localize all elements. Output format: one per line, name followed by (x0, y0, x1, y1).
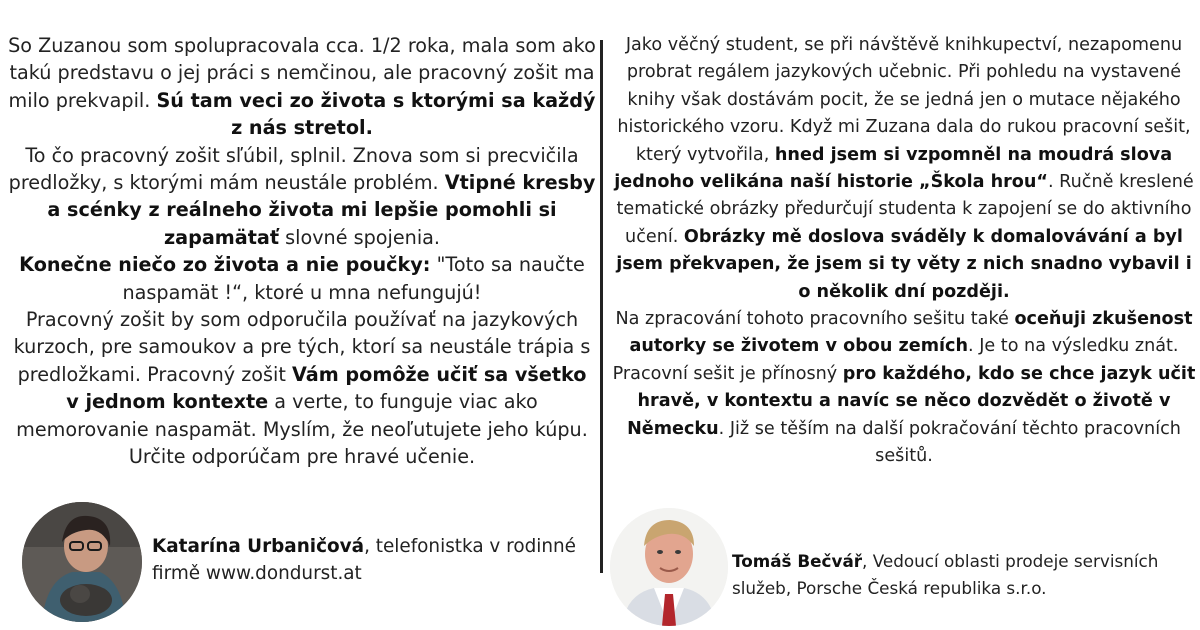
author-attribution-left (152, 533, 600, 587)
author-name-right: Tomáš Bečvář (732, 551, 863, 571)
testimonial-right-text-1-mid: . Ručně kreslené tematické obrázky předurčují studenta k zapojení se do aktivního učení. (616, 172, 1194, 247)
testimonial-left-highlight-2: Vtipné kresby a scénky z reálneho života mi lepšie pomohli si zapamätať (47, 171, 596, 249)
column-divider (600, 40, 603, 573)
testimonial-left-highlight-3: Konečne niečo zo života a nie poučky: (19, 253, 431, 277)
author-photo-katarina-image (22, 502, 142, 622)
author-role-left: , telefonistka v rodinné firmě www.dondurst.at (152, 536, 576, 584)
testimonial-left-text-2-tail: slovné spojenia. (285, 225, 441, 249)
testimonial-left-text-4-tail: a verte, to funguje viac ako memorovanie naspamät. Myslím, že neoľutujete jeho kúpu. Určite odporúčam pre hravé učenie. (16, 390, 588, 469)
author-attribution-right (732, 548, 1192, 602)
author-photo-katarina (22, 502, 142, 622)
testimonial-left (8, 32, 596, 471)
testimonial-left-text-4: Pracovný zošit by som odporučila používať na jazykových kurzoch, pre samoukov a pre tých, ktorí sa neustále trápia s predložkami. Pracovný zošit (13, 308, 591, 386)
testimonial-right-text-1: Jako věčný student, se při návštěvě knihkupectví, nezapomenu probrat regálem jazykových učebnic. Při pohledu na vystavené knihy však dostávám pocit, že se jedná jen o mutace nějakého historického vzoru. Když mi Zuzana dala do rukou pracovní sešit, který vytvořila, (617, 35, 1191, 165)
author-role-right: , Vedoucí oblasti prodeje servisních služeb, Porsche Česká republika s.r.o. (732, 551, 1159, 598)
testimonial-right-text-2-mid: . Je to na výsledku znát. Pracovní sešit je přínosný (612, 336, 1179, 384)
testimonial-left-text-3: "Toto sa naučte naspamät !“, ktoré u mna nefungujú! (122, 253, 585, 304)
testimonial-left-highlight-1: Sú tam veci zo života s ktorými sa každý z nás stretol. (156, 88, 596, 140)
testimonial-right (612, 32, 1196, 471)
author-photo-tomas-image (610, 508, 728, 626)
testimonial-right-highlight-3: oceňuji zkušenost autorky se životem v obou zemích (629, 309, 1193, 357)
testimonial-left-text-2: To čo pracovný zošit sľúbil, splnil. Znova som si precvičila predložky, s ktorými mám neustále problém. (8, 143, 579, 195)
author-photo-tomas (610, 508, 728, 626)
testimonial-right-highlight-1: hned jsem si vzpomněl na moudrá slova jednoho velikána naší historie „Škola hrou“ (614, 144, 1173, 193)
testimonial-right-highlight-2: Obrázky mě doslova sváděly k domalovávání a byl jsem překvapen, že jsem si ty věty z nich snadno vybavil i o několik dní později. (616, 226, 1192, 302)
author-name-left: Katarína Urbaničová (152, 536, 365, 557)
testimonial-left-highlight-4: Vám pomôže učiť sa všetko v jednom kontexte (66, 362, 587, 414)
testimonial-right-text-2-tail: . Již se těším na další pokračování těchto pracovních sešitů. (718, 418, 1181, 467)
testimonial-right-text-2: Na zpracování tohoto pracovního sešitu také (615, 309, 1009, 330)
testimonial-left-text-1: So Zuzanou som spolupracovala cca. 1/2 roka, mala som ako takú predstavu o jej práci s nemčinou, ale pracovný zošit ma milo prekvapil. (8, 34, 596, 112)
testimonial-right-highlight-4: pro každého, kdo se chce jazyk učit hravě, v kontextu a navíc se něco dozvědět o životě v Německu (627, 363, 1196, 439)
